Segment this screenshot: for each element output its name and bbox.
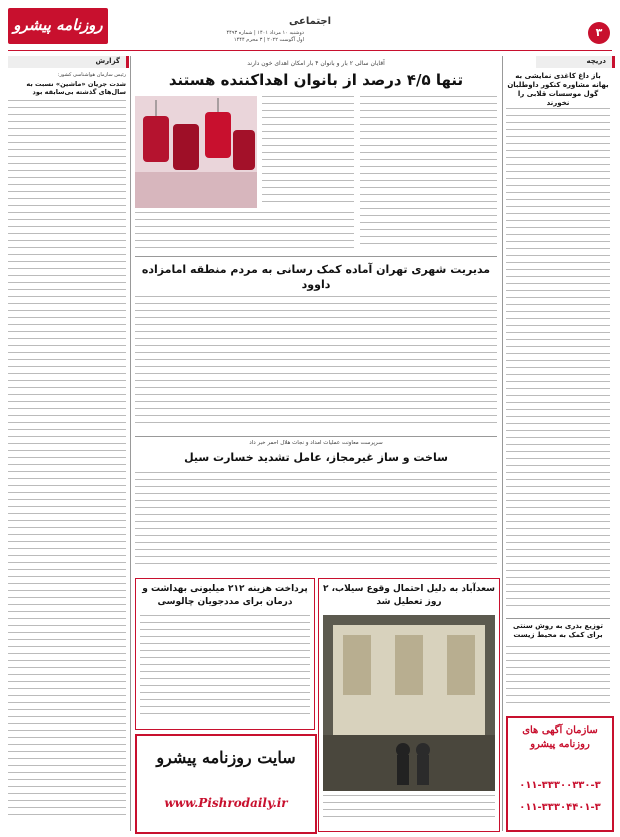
article1-body-bottom	[135, 212, 354, 252]
left-column	[8, 56, 126, 831]
header-divider	[8, 50, 612, 51]
site-banner-url[interactable]: www.Pishrodaily.ir	[164, 796, 288, 810]
page-number-badge	[588, 22, 610, 44]
site-banner-title: سایت روزنامه پیشرو	[156, 748, 296, 767]
article2-divider	[135, 436, 497, 437]
chalus-article	[135, 578, 315, 730]
right-column-separator	[502, 56, 503, 831]
issue-date-line: دوشنبه ۱۰ مرداد ۱۴۰۱ | شماره ۴۴۹۳	[226, 30, 304, 36]
dariche-body-text	[506, 108, 610, 613]
article2-headline: توزیع بذری به روش سنتی برای کمک به محیط زیست	[513, 622, 603, 639]
ad-label: سازمان آگهی های روزنامه پیشرو	[522, 725, 598, 750]
article1-headline[interactable]: تنها ۴/۵ درصد از بانوان اهداکننده هستند	[168, 71, 464, 89]
header-bar	[0, 0, 620, 52]
dariche-label: دریچه	[586, 57, 606, 65]
page-number: ۳	[595, 26, 603, 39]
saadabad-palace-illustration	[323, 615, 495, 791]
article3-kicker: سرپرست معاونت عملیات امداد و نجات هلال احمر خبر داد	[249, 440, 383, 446]
saadabad-headline[interactable]: سعدآباد به دلیل احتمال وقوع سیلاب، ۲ روز تعطیل شد	[323, 584, 495, 607]
article2-headline[interactable]: مدیریت شهری تهران آماده کمک رسانی به مردم منطقه امامزاده داوود	[141, 263, 491, 291]
article1-body-middle	[262, 96, 354, 206]
dariche-label-box	[536, 56, 615, 68]
article1-body-right	[360, 96, 497, 248]
article3-headline[interactable]: ساخت و ساز غیرمجاز، عامل تشدید خسارت سیل	[184, 451, 448, 464]
issue-date-line-gregorian: اول آگوست ۲۰۲۲ | ۳ محرم ۱۴۴۴	[233, 37, 304, 43]
article2-body-text	[506, 646, 610, 706]
saadabad-body	[323, 795, 495, 827]
dariche-headline: باز داغ کاغذی نمایشی به بهانه مشاوره کنکور داوطلبان گول موسسات قلابی را نخورند	[507, 72, 609, 107]
blood-bags-illustration	[135, 96, 257, 208]
article2-body	[135, 296, 497, 432]
ad-box[interactable]	[506, 716, 614, 832]
section-title: اجتماعی	[288, 16, 332, 27]
newspaper-logo[interactable]	[8, 8, 108, 44]
site-banner[interactable]	[135, 734, 317, 834]
ad-phone-1[interactable]: ۰۱۱-۳۳۳۰۰۳۳۰-۳	[519, 780, 601, 791]
report-headline: شدت جریان «ماشین» نسبت به سال‌های گذشته بی‌سابقه بود	[26, 80, 126, 96]
article1-divider	[135, 256, 497, 257]
blood-donation-photo	[135, 96, 257, 208]
chalus-headline[interactable]: پرداخت هزینه ۲۱۲ میلیونی بهداشت و درمان برای مددجویان چالوسی	[142, 584, 308, 607]
right-column	[506, 56, 612, 831]
left-column-separator	[130, 56, 131, 831]
saadabad-photo	[323, 615, 495, 791]
report-label: گزارش	[95, 57, 120, 65]
report-caption: رئیس سازمان هواشناسی کشور:	[57, 72, 126, 78]
newspaper-logo-text: روزنامه پیشرو	[13, 16, 103, 34]
right-col-divider	[506, 618, 610, 619]
article1-kicker: آقایان سالی ۲ بار و بانوان ۴ بار امکان اهدای خون دارند	[247, 60, 385, 67]
article3-body	[135, 472, 497, 572]
report-label-box	[8, 56, 129, 68]
chalus-body	[140, 615, 310, 723]
report-body-text	[8, 100, 126, 825]
saadabad-article	[318, 578, 500, 832]
ad-phone-2[interactable]: ۰۱۱-۳۳۳۰۴۴۰۱-۳	[519, 802, 601, 813]
issue-info	[114, 30, 304, 44]
